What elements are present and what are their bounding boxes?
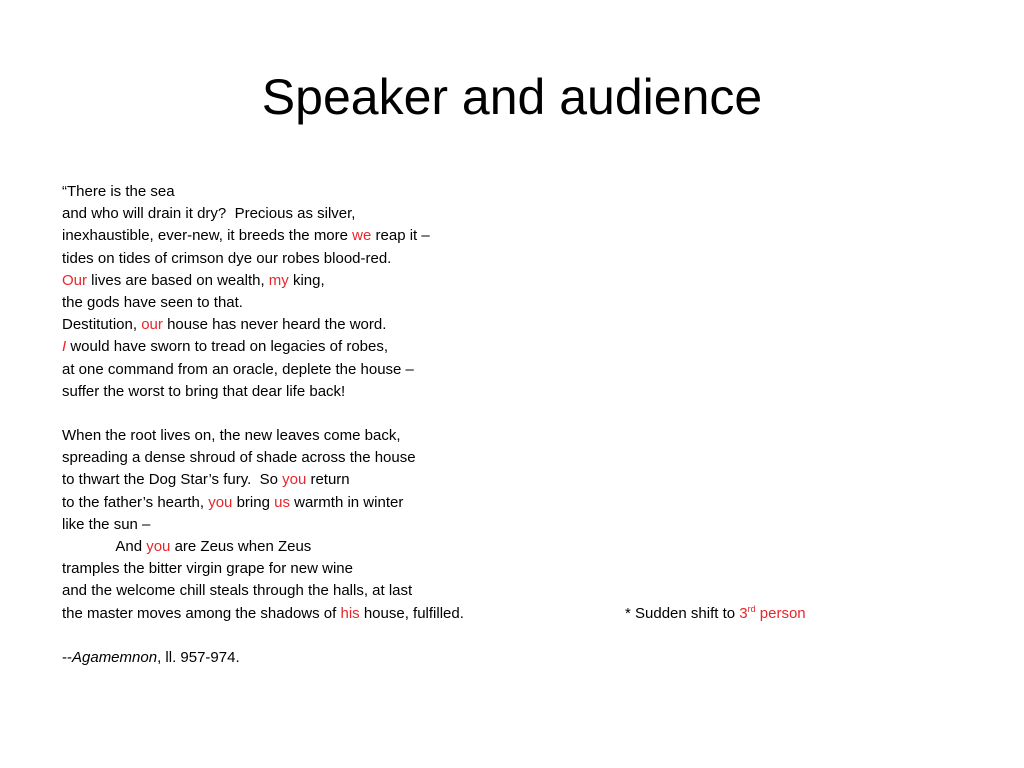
poem-text-segment: at one command from an oracle, deplete the house – — [62, 360, 414, 378]
note-superscript: rd — [747, 604, 756, 614]
highlighted-pronoun: you — [146, 538, 171, 555]
poem-line — [62, 469, 464, 491]
poem-text-segment: suffer the worst to bring that dear life back! — [62, 382, 346, 400]
poem-text-segment: spreading a dense shroud of shade across the house — [62, 449, 416, 467]
poem-line — [62, 381, 464, 403]
poem-line — [62, 181, 464, 203]
poem-text-segment: Destitution, — [62, 316, 142, 334]
poem-text-segment: to thwart the Dog Star’s fury. So — [62, 471, 283, 489]
highlighted-pronoun: us — [274, 493, 290, 511]
poem-text-segment: the master moves among the shadows of — [62, 604, 341, 622]
slide-title: Speaker and audience — [261, 69, 763, 125]
poem-text-segment: would have sworn to tread on legacies of robes, — [66, 338, 389, 356]
poem-line — [62, 336, 464, 358]
highlighted-pronoun: you — [282, 471, 307, 489]
poem-text-segment: to the father’s hearth, — [62, 493, 209, 511]
poem-text-segment: like the sun – — [62, 515, 151, 533]
poem-text-segment: king, — [288, 271, 325, 289]
poem-line — [62, 403, 464, 425]
note-prefix: * Sudden shift to — [625, 605, 740, 622]
highlighted-pronoun: I — [62, 338, 67, 356]
poem-text-segment: tramples the bitter virgin grape for new wine — [62, 560, 353, 578]
poem-text-segment: Agamemnon — [72, 648, 158, 666]
poem-line — [62, 625, 464, 647]
poem-text-segment: -- — [62, 648, 72, 666]
poem-text-segment: are Zeus when Zeus — [170, 538, 312, 555]
poem-line — [62, 603, 464, 625]
highlighted-pronoun: his — [340, 604, 360, 622]
poem-line — [62, 203, 464, 225]
poem-text-segment: And — [62, 538, 147, 555]
poem-line — [62, 492, 464, 514]
highlighted-pronoun: my — [268, 271, 289, 289]
poem-text-segment: reap it – — [371, 227, 430, 245]
highlighted-pronoun: we — [352, 227, 372, 245]
highlighted-pronoun: Our — [62, 271, 88, 289]
poem-text-segment: inexhaustible, ever-new, it breeds the more — [62, 227, 353, 245]
poem-line — [62, 314, 464, 336]
poem-text-segment: bring — [232, 493, 275, 511]
poem-text-segment: tides on tides of crimson dye our robes blood-red. — [62, 249, 392, 267]
poem-text-segment: and who will drain it dry? Precious as silver, — [62, 205, 356, 223]
poem-text-segment: return — [306, 471, 350, 489]
annotation-note — [625, 603, 806, 625]
poem-text-block — [62, 181, 464, 669]
poem-text-segment: and the welcome chill steals through the halls, at last — [62, 582, 413, 600]
highlighted-pronoun: our — [141, 316, 163, 334]
poem-line — [62, 248, 464, 270]
poem-line — [62, 447, 464, 469]
poem-line — [62, 425, 464, 447]
poem-line — [62, 514, 464, 536]
note-ordinal — [739, 605, 805, 622]
poem-line — [62, 292, 464, 314]
poem-text-segment: lives are based on wealth, — [87, 271, 269, 289]
poem-line — [62, 270, 464, 292]
poem-text-segment: When the root lives on, the new leaves come back, — [62, 427, 401, 445]
poem-text-segment: house has never heard the word. — [162, 316, 387, 334]
poem-line — [62, 580, 464, 602]
note-number: 3 — [739, 605, 748, 622]
highlighted-pronoun: you — [208, 493, 233, 511]
poem-text-segment: house, fulfilled. — [359, 604, 464, 622]
poem-text-segment: warmth in winter — [289, 493, 404, 511]
note-suffix: person — [755, 605, 806, 622]
poem-text-segment: the gods have seen to that. — [62, 293, 243, 311]
poem-text-segment: “There is the sea — [62, 183, 175, 200]
poem-text-segment: , ll. 957-974. — [157, 648, 240, 666]
poem-line — [62, 647, 464, 669]
poem-line — [62, 359, 464, 381]
poem-line — [62, 225, 464, 247]
poem-line — [62, 536, 464, 558]
poem-line — [62, 558, 464, 580]
